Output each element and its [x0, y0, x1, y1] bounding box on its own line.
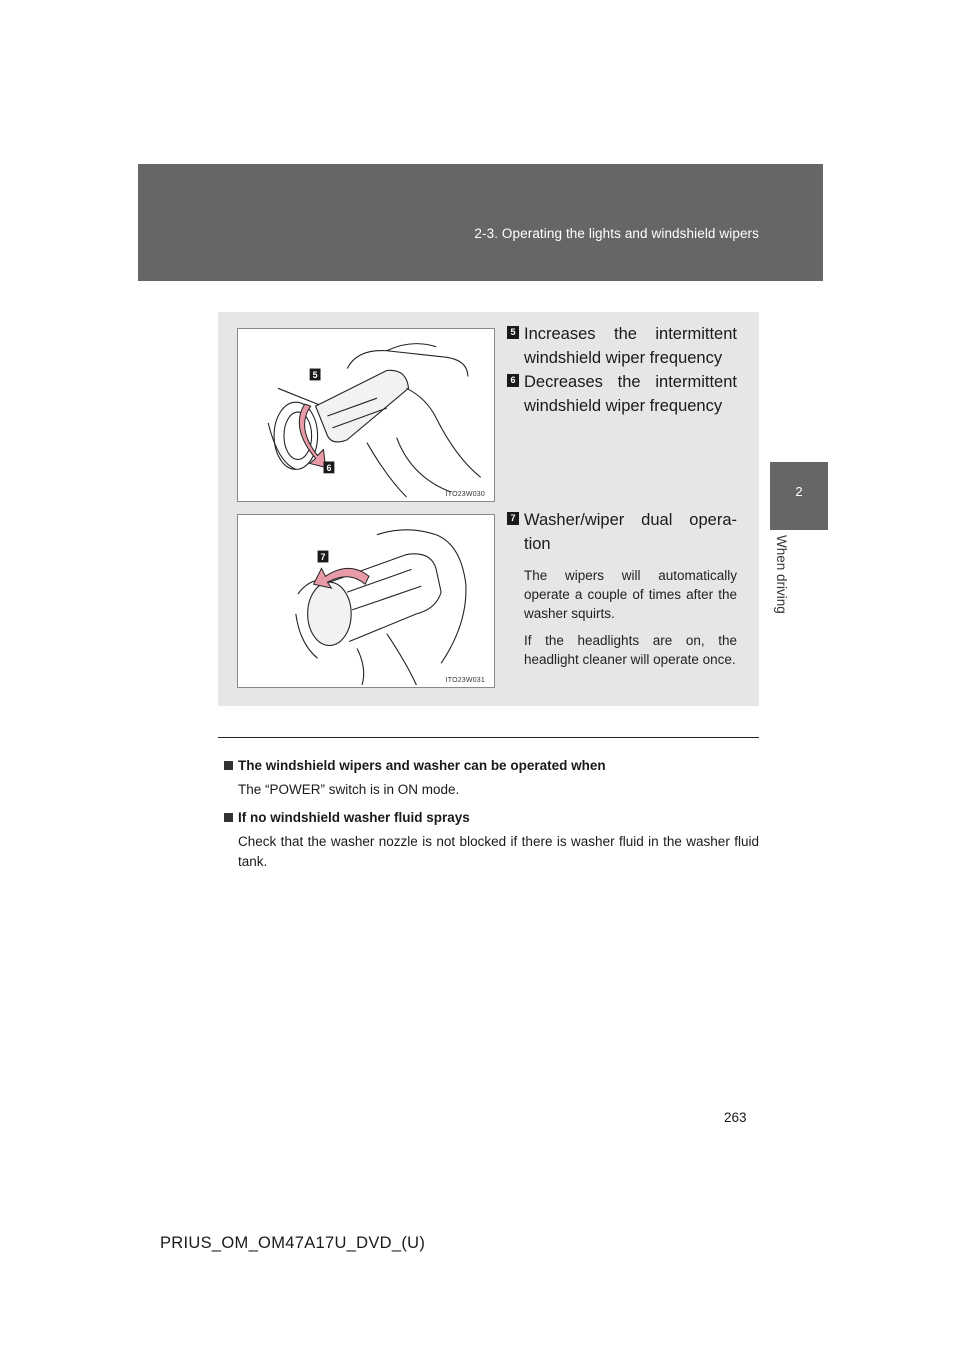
note-body: Check that the washer nozzle is not blocked if there is washer fluid in the washer fluid tank.	[238, 834, 759, 869]
page-number: 263	[724, 1110, 747, 1125]
item-detail: The wipers will automatically operate a couple of times after the washer squirts.	[524, 568, 737, 621]
note-heading-row	[224, 808, 759, 828]
figure-washer-dual	[237, 514, 495, 688]
note-heading: The windshield wipers and washer can be operated when	[238, 758, 606, 773]
note-body: The “POWER” switch is in ON mode.	[238, 782, 460, 797]
item-badge: 5	[507, 326, 519, 339]
callout-5-label: 5	[312, 369, 318, 380]
item-text: Washer/wiper dual opera-tion	[524, 511, 737, 553]
item-text: Increases the intermittent windshield wiper frequency	[524, 325, 737, 367]
chapter-tab	[770, 462, 828, 530]
section-divider	[218, 737, 759, 738]
figure-code: ITO23W031	[445, 677, 485, 684]
wiper-lever-illustration-1	[238, 329, 494, 501]
item-badge: 7	[507, 512, 519, 525]
item-washer-dual	[507, 508, 737, 669]
header-band	[138, 164, 823, 281]
chapter-number: 2	[795, 484, 803, 499]
manual-code: PRIUS_OM_OM47A17U_DVD_(U)	[160, 1234, 426, 1252]
figure-wiper-frequency	[237, 328, 495, 502]
wiper-lever-illustration-2	[238, 515, 494, 687]
section-title: 2-3. Operating the lights and windshield wipers	[474, 226, 759, 241]
note-no-fluid	[224, 808, 759, 872]
note-heading-row	[224, 756, 759, 776]
note-heading: If no windshield washer fluid sprays	[238, 810, 470, 825]
item-detail: If the headlights are on, the headlight cleaner will operate once.	[524, 633, 737, 667]
note-operation-condition	[224, 756, 759, 800]
chapter-label: When driving	[774, 535, 789, 614]
square-bullet-icon	[224, 813, 233, 822]
item-decrease-frequency	[507, 370, 737, 418]
callout-7-label: 7	[320, 551, 326, 562]
item-text: Decreases the intermittent windshield wiper frequency	[524, 373, 737, 415]
item-increase-frequency	[507, 322, 737, 370]
square-bullet-icon	[224, 761, 233, 770]
callout-6-label: 6	[326, 462, 332, 473]
figure-code: ITO23W030	[445, 491, 485, 498]
item-badge: 6	[507, 374, 519, 387]
illustration-panel	[218, 312, 759, 706]
chapter-label-wrapper	[767, 535, 795, 625]
